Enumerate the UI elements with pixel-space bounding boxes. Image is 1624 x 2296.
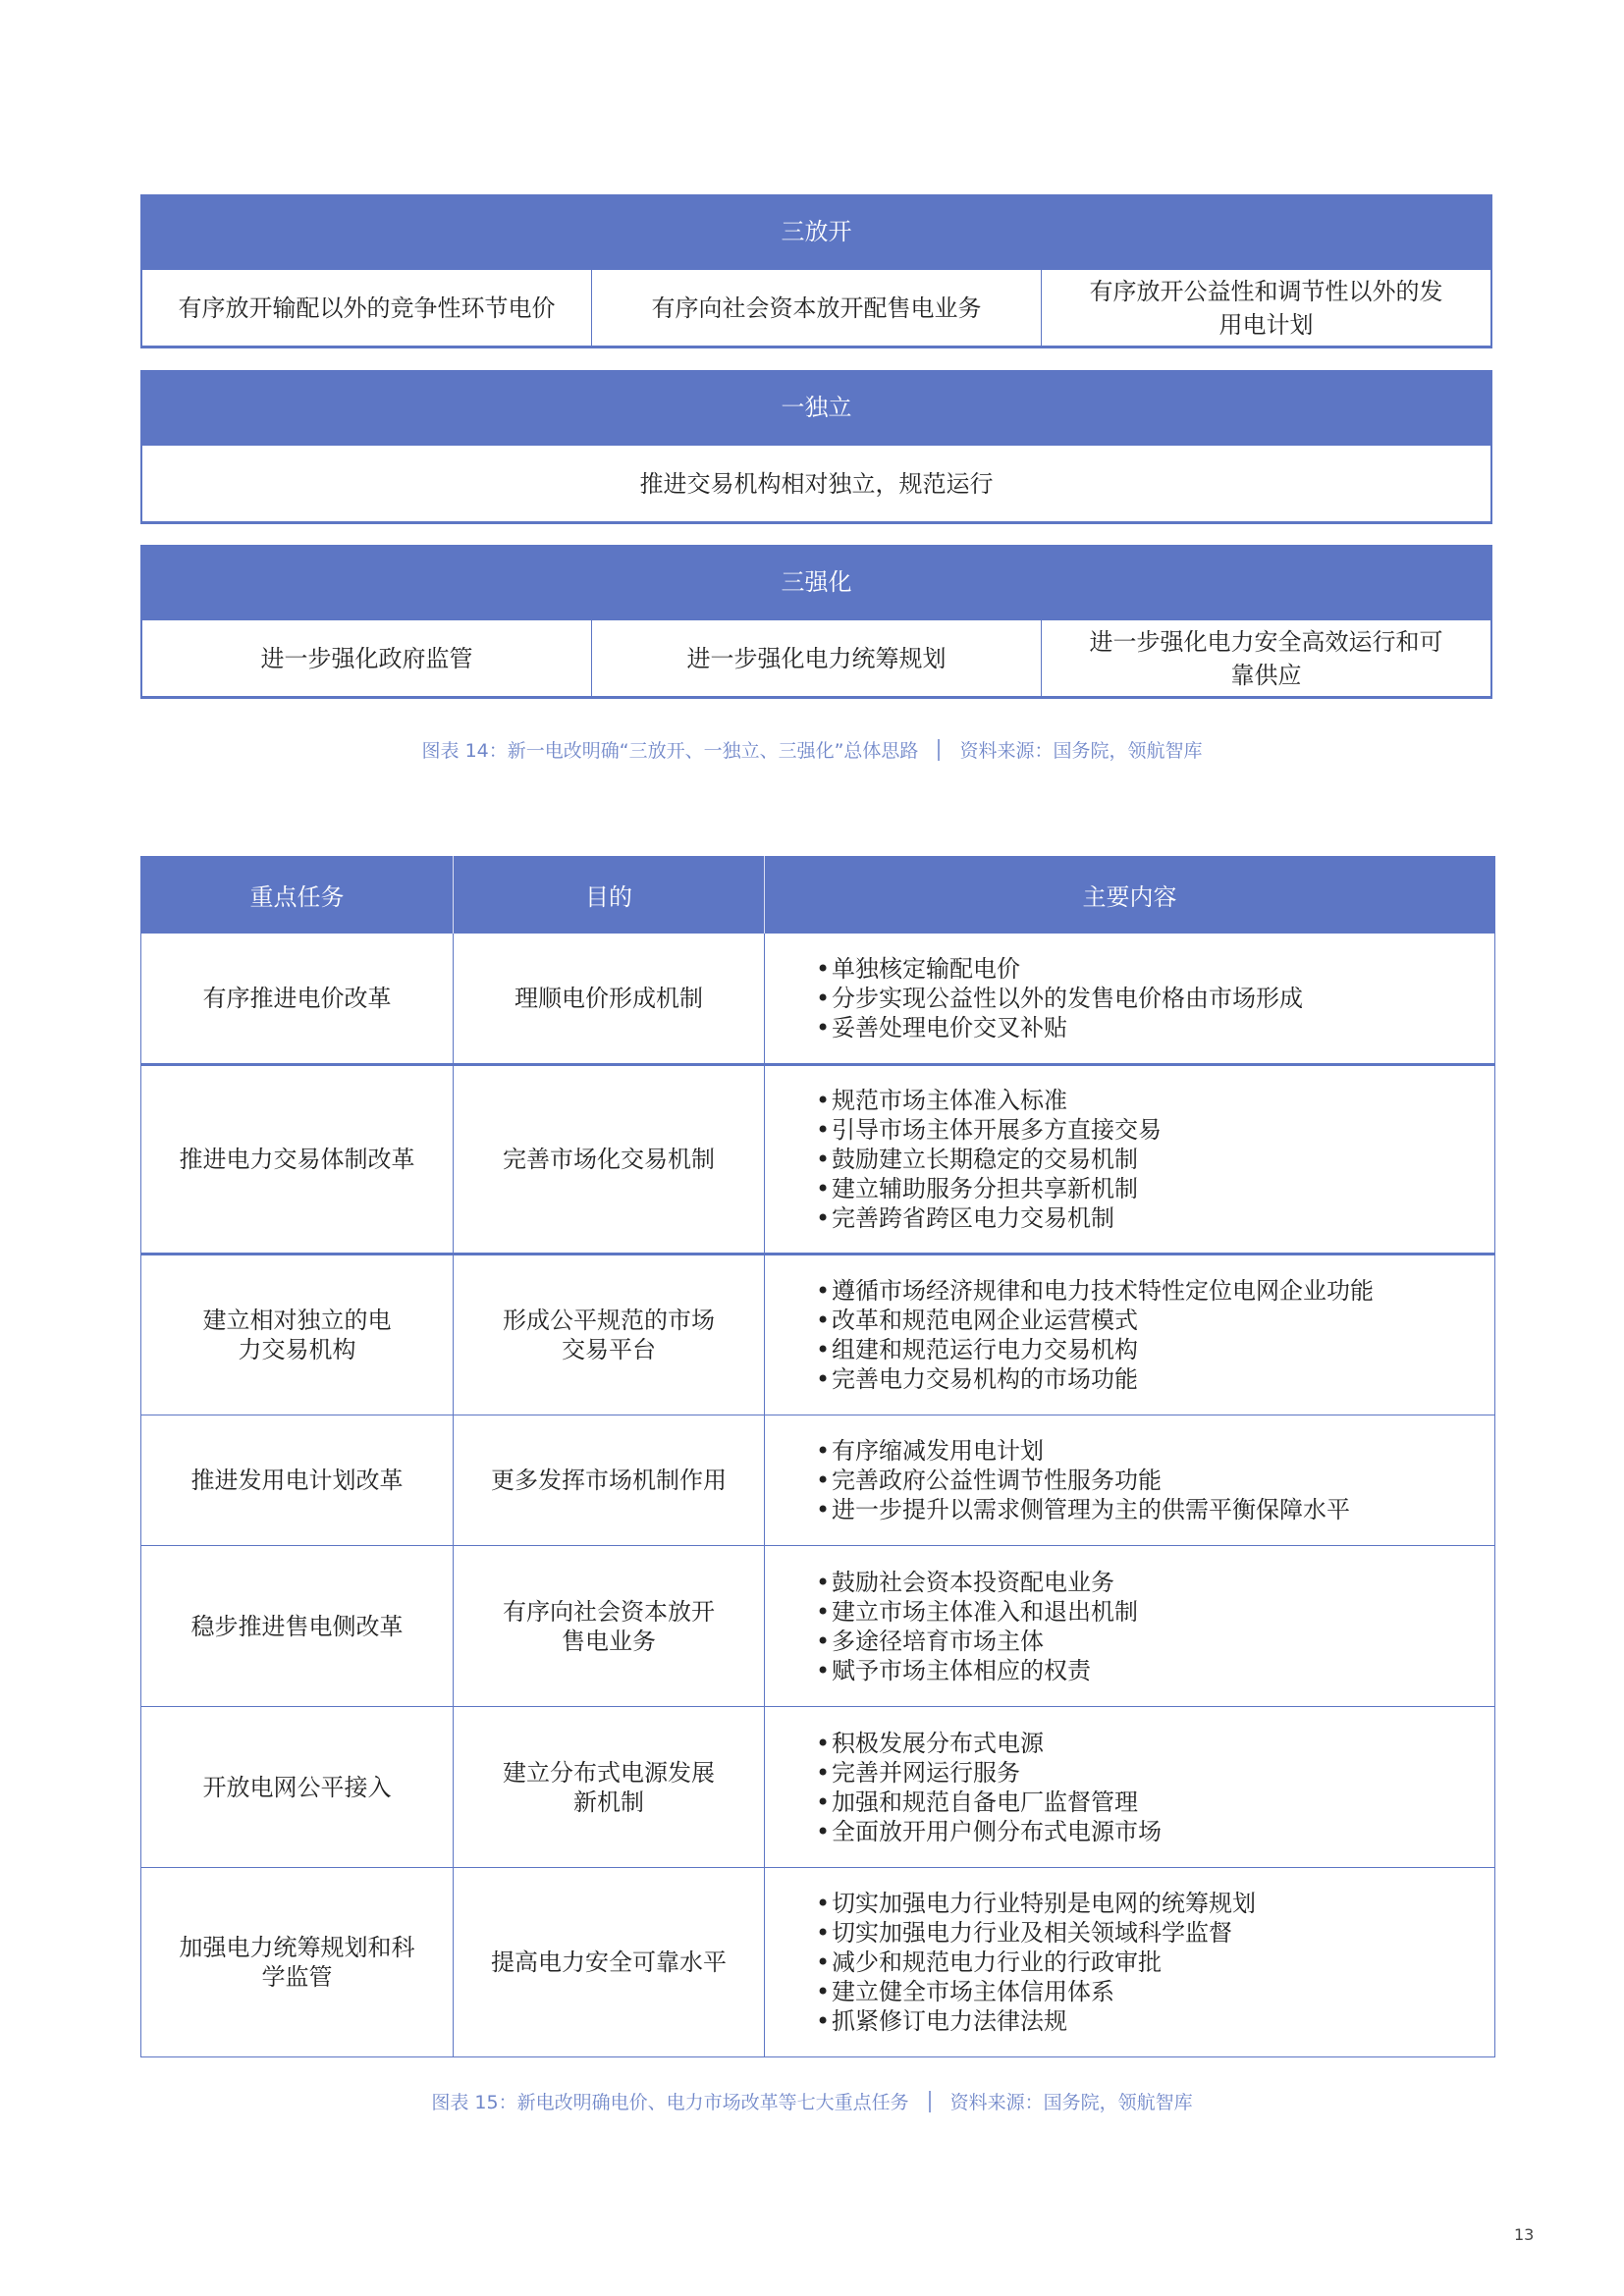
goal-text: 形成公平规范的市场交易平台 [503,1307,715,1363]
list-item: • 规范市场主体准入标准 [816,1086,1481,1115]
task-cell: 有序推进电价改革 [141,934,454,1065]
table-row [141,1868,1495,2057]
block-cell-text: 有序放开公益性和调节性以外的发用电计划 [1089,277,1443,339]
goal-text: 有序向社会资本放开售电业务 [503,1597,715,1655]
task-cell: 开放电网公平接入 [141,1707,454,1868]
header-goal: 目的 [454,856,765,934]
key-tasks-table [140,856,1495,2057]
figure-15-caption [0,2088,1624,2114]
block-cell-text: 进一步强化电力安全高效运行和可靠供应 [1089,627,1443,689]
goal-cell [454,1255,765,1415]
caption-title: 图表 15：新电改明确电价、电力市场改革等七大重点任务 [431,2092,909,2113]
block-cell [1042,270,1490,346]
list-item: • 加强和规范自备电厂监督管理 [816,1788,1481,1817]
list-item: • 多途径培育市场主体 [816,1627,1481,1656]
content-cell [765,1415,1495,1546]
task-text: 加强电力统筹规划和科学监管 [179,1934,415,1991]
page-number: 13 [1514,2225,1535,2244]
block-cell: 推进交易机构相对独立，规范运行 [639,469,994,498]
task-cell: 稳步推进售电侧改革 [141,1546,454,1707]
goal-cell: 更多发挥市场机制作用 [454,1415,765,1546]
table-row [141,1065,1495,1255]
figure-14-caption [0,736,1624,763]
block-cell: 进一步强化电力统筹规划 [592,620,1042,696]
task-cell: 推进电力交易体制改革 [141,1065,454,1255]
list-item: • 积极发展分布式电源 [816,1729,1481,1758]
block-cell: 进一步强化政府监管 [142,620,592,696]
list-item: • 进一步提升以需求侧管理为主的供需平衡保障水平 [816,1495,1481,1524]
caption-source: 资料来源：国务院，领航智库 [949,2092,1193,2113]
content-cell [765,1065,1495,1255]
content-cell [765,1868,1495,2057]
task-cell: 推进发用电计划改革 [141,1415,454,1546]
list-item: • 引导市场主体开展多方直接交易 [816,1115,1481,1145]
block-san-qianghua [140,545,1492,699]
table-row [141,934,1495,1065]
block-row [140,446,1492,524]
list-item: • 减少和规范电力行业的行政审批 [816,1948,1481,1977]
list-item: • 分步实现公益性以外的发售电价格由市场形成 [816,984,1481,1013]
list-item: • 遵循市场经济规律和电力技术特性定位电网企业功能 [816,1276,1481,1306]
list-item: • 改革和规范电网企业运营模式 [816,1306,1481,1335]
list-item: • 单独核定输配电价 [816,954,1481,984]
task-cell [141,1868,454,2057]
list-item: • 完善跨省跨区电力交易机制 [816,1203,1481,1233]
goal-cell: 完善市场化交易机制 [454,1065,765,1255]
caption-divider [938,739,940,761]
header-content: 主要内容 [765,856,1495,934]
list-item: • 有序缩减发用电计划 [816,1436,1481,1466]
block-row [140,620,1492,699]
block-title: 三放开 [140,194,1492,270]
content-cell [765,1546,1495,1707]
list-item: • 抓紧修订电力法律法规 [816,2006,1481,2036]
caption-divider [929,2091,931,2112]
header-task: 重点任务 [141,856,454,934]
list-item: • 建立市场主体准入和退出机制 [816,1597,1481,1627]
block-san-fangkai [140,194,1492,348]
content-cell [765,1255,1495,1415]
list-item: • 完善政府公益性调节性服务功能 [816,1466,1481,1495]
block-title: 三强化 [140,545,1492,620]
block-title: 一独立 [140,370,1492,446]
block-cell: 有序放开输配以外的竞争性环节电价 [142,270,592,346]
list-item: • 切实加强电力行业特别是电网的统筹规划 [816,1889,1481,1918]
list-item: • 建立辅助服务分担共享新机制 [816,1174,1481,1203]
caption-source: 资料来源：国务院，领航智库 [959,740,1203,762]
content-cell [765,1707,1495,1868]
task-text: 建立相对独立的电力交易机构 [202,1307,392,1363]
table-row [141,1707,1495,1868]
list-item: • 完善电力交易机构的市场功能 [816,1364,1481,1394]
block-row [140,270,1492,348]
table-row [141,1255,1495,1415]
table-header-row [141,856,1495,934]
goal-cell [454,1546,765,1707]
block-cell: 有序向社会资本放开配售电业务 [592,270,1042,346]
block-cell [1042,620,1490,696]
caption-title: 图表 14：新一电改明确“三放开、一独立、三强化”总体思路 [421,740,919,762]
list-item: • 建立健全市场主体信用体系 [816,1977,1481,2006]
content-cell [765,934,1495,1065]
list-item: • 全面放开用户侧分布式电源市场 [816,1817,1481,1846]
list-item: • 完善并网运行服务 [816,1758,1481,1788]
goal-cell: 提高电力安全可靠水平 [454,1868,765,2057]
task-cell [141,1255,454,1415]
list-item: • 切实加强电力行业及相关领域科学监督 [816,1918,1481,1948]
table-row [141,1415,1495,1546]
list-item: • 鼓励建立长期稳定的交易机制 [816,1145,1481,1174]
list-item: • 鼓励社会资本投资配电业务 [816,1568,1481,1597]
list-item: • 组建和规范运行电力交易机构 [816,1335,1481,1364]
list-item: • 赋予市场主体相应的权责 [816,1656,1481,1685]
list-item: • 妥善处理电价交叉补贴 [816,1013,1481,1042]
goal-text: 建立分布式电源发展新机制 [503,1758,715,1816]
block-yi-duli [140,370,1492,524]
table-row [141,1546,1495,1707]
goal-cell: 理顺电价形成机制 [454,934,765,1065]
goal-cell [454,1707,765,1868]
